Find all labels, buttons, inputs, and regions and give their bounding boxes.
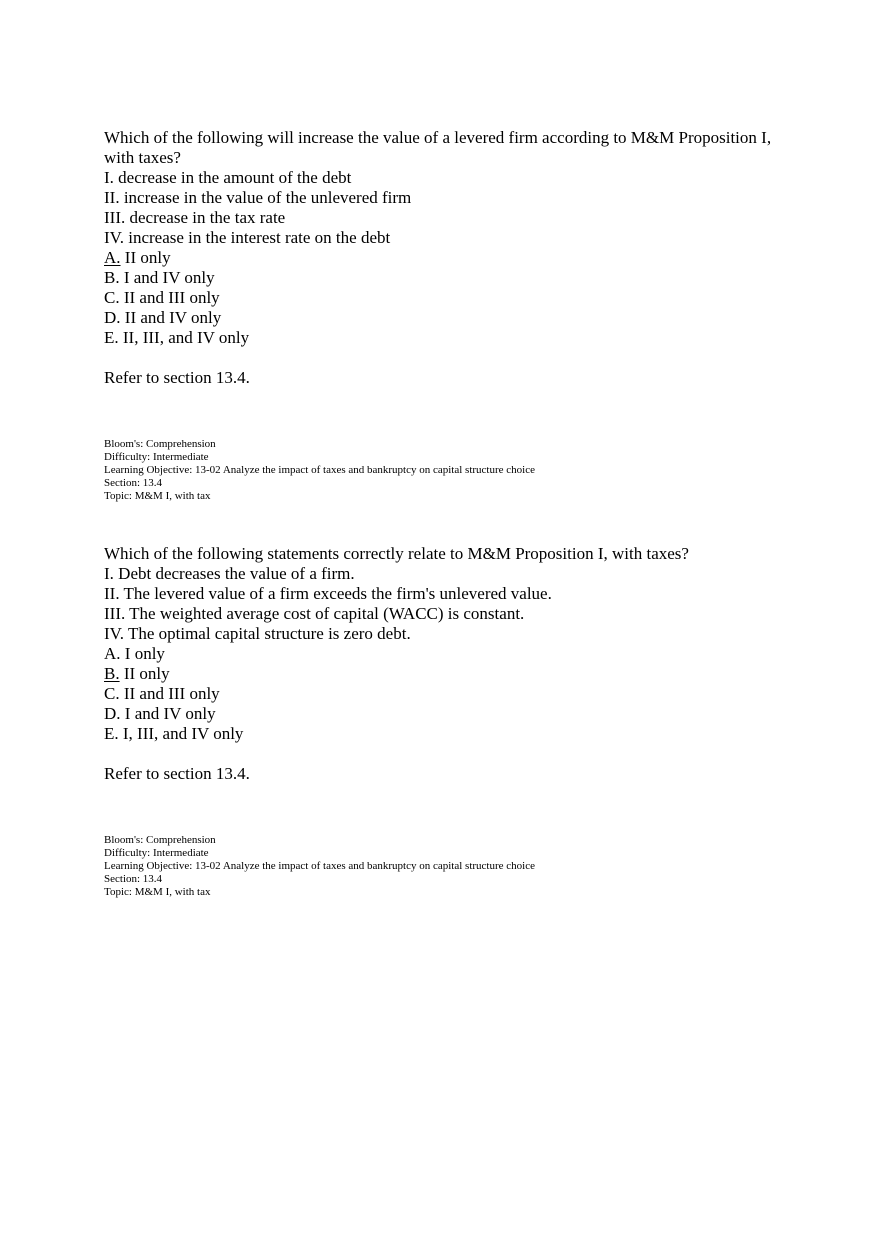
option-text: II only <box>119 664 170 683</box>
correct-answer-letter: A. <box>104 248 121 267</box>
option-e <box>104 724 804 744</box>
statement-4: IV. The optimal capital structure is zero debt. <box>104 624 411 643</box>
question-stem: Which of the following will increase the value of a levered firm according to M&M Proposition I, with taxes? <box>104 128 772 167</box>
topic: Topic: M&M I, with tax <box>104 886 211 898</box>
question-stem: Which of the following statements correctly relate to M&M Proposition I, with taxes? <box>104 544 689 563</box>
option-letter: D. <box>104 704 121 723</box>
option-text: II and III only <box>119 288 220 307</box>
statement-4: IV. increase in the interest rate on the debt <box>104 228 391 247</box>
statement-1: I. Debt decreases the value of a firm. <box>104 564 355 583</box>
option-c <box>104 684 804 704</box>
option-letter: B. <box>104 268 120 287</box>
learning-objective: Learning Objective: 13-02 Analyze the impact of taxes and bankruptcy on capital structure choice <box>104 464 535 476</box>
question-2 <box>104 544 804 899</box>
difficulty: Difficulty: Intermediate <box>104 847 209 859</box>
correct-answer-letter: B. <box>104 664 120 683</box>
option-a <box>104 248 804 268</box>
learning-objective: Learning Objective: 13-02 Analyze the impact of taxes and bankruptcy on capital structure choice <box>104 860 535 872</box>
option-b <box>104 268 804 288</box>
statement-2: II. The levered value of a firm exceeds the firm's unlevered value. <box>104 584 552 603</box>
section-reference: Refer to section 13.4. <box>104 368 250 387</box>
statement-1: I. decrease in the amount of the debt <box>104 168 352 187</box>
option-text: II and III only <box>119 684 220 703</box>
option-letter: C. <box>104 288 120 307</box>
option-letter: E. <box>104 724 119 743</box>
section-reference: Refer to section 13.4. <box>104 764 250 783</box>
topic: Topic: M&M I, with tax <box>104 490 211 502</box>
statement-3: III. The weighted average cost of capital (WACC) is constant. <box>104 604 525 623</box>
option-e <box>104 328 804 348</box>
statement-2: II. increase in the value of the unlevered firm <box>104 188 412 207</box>
question-metadata <box>104 438 804 503</box>
option-letter: A. <box>104 644 121 663</box>
statement-3: III. decrease in the tax rate <box>104 208 286 227</box>
difficulty: Difficulty: Intermediate <box>104 451 209 463</box>
question-metadata <box>104 834 804 899</box>
option-c <box>104 288 804 308</box>
option-text: I and IV only <box>119 268 215 287</box>
option-text: II only <box>120 248 171 267</box>
question-1 <box>104 128 804 503</box>
option-text: I and IV only <box>120 704 216 723</box>
option-letter: C. <box>104 684 120 703</box>
option-a <box>104 644 804 664</box>
option-b <box>104 664 804 684</box>
option-text: I, III, and IV only <box>118 724 244 743</box>
bloom-level: Bloom's: Comprehension <box>104 834 216 846</box>
option-d <box>104 308 804 328</box>
option-text: II and IV only <box>120 308 222 327</box>
section: Section: 13.4 <box>104 477 163 489</box>
option-letter: D. <box>104 308 121 327</box>
section: Section: 13.4 <box>104 873 163 885</box>
option-text: I only <box>120 644 165 663</box>
option-letter: E. <box>104 328 119 347</box>
bloom-level: Bloom's: Comprehension <box>104 438 216 450</box>
option-text: II, III, and IV only <box>118 328 250 347</box>
option-d <box>104 704 804 724</box>
